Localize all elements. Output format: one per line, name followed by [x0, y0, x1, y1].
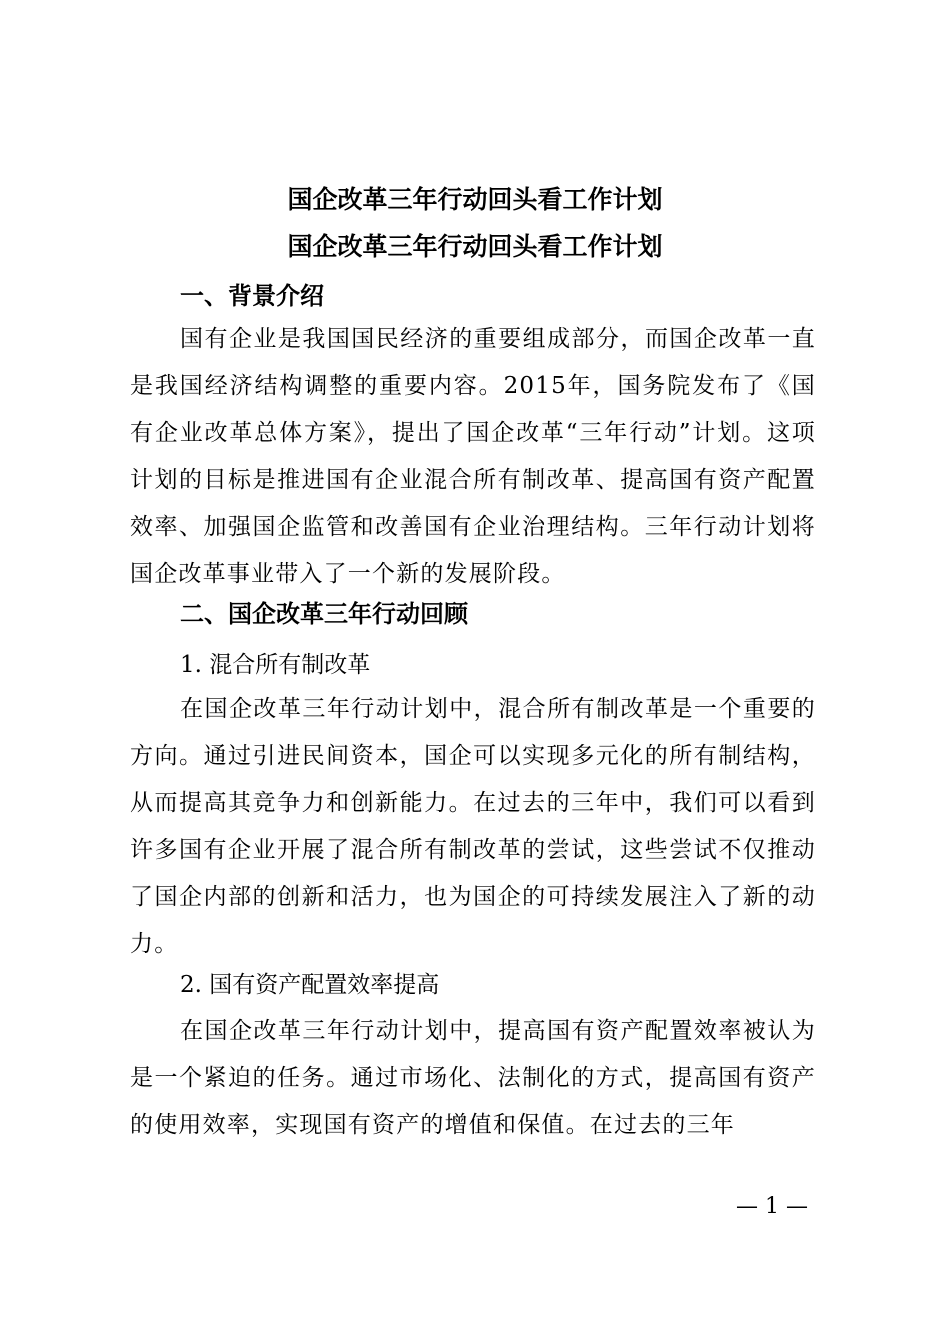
section-heading-background: 一、背景介绍 [180, 282, 324, 310]
subheading-asset-efficiency: 2. 国有资产配置效率提高 [180, 972, 440, 998]
section-heading-review: 二、国企改革三年行动回顾 [180, 600, 468, 628]
page-number: — 1 — [736, 1194, 808, 1219]
document-title-repeat: 国企改革三年行动回头看工作计划 [287, 232, 663, 261]
paragraph-asset-efficiency: 在国企改革三年行动计划中，提高国有资产配置效率被认为是一个紧迫的任务。通过市场化、法制化的方式，提高国有资产的使用效率，实现国有资产的增值和保值。在过去的三年 [130, 1018, 816, 1138]
subheading-mixed-ownership: 1. 混合所有制改革 [180, 652, 371, 678]
paragraph-background: 国有企业是我国国民经济的重要组成部分，而国企改革一直是我国经济结构调整的重要内容。2015年，国务院发布了《国有企业改革总体方案》，提出了国企改革“三年行动”计划。这项计划的目标是推进国有企业混合所有制改革、提高国有资产配置效率、加强国企监管和改善国有企业治理结构。三年行动计划将国企改革事业带入了一个新的发展阶段。 [130, 326, 816, 587]
document-title: 国企改革三年行动回头看工作计划 [287, 185, 663, 214]
paragraph-mixed-ownership: 在国企改革三年行动计划中，混合所有制改革是一个重要的方向。通过引进民间资本，国企可以实现多元化的所有制结构，从而提高其竞争力和创新能力。在过去的三年中，我们可以看到许多国有企业开展了混合所有制改革的尝试，这些尝试不仅推动了国企内部的创新和活力，也为国企的可持续发展注入了新的动力。 [130, 696, 816, 957]
